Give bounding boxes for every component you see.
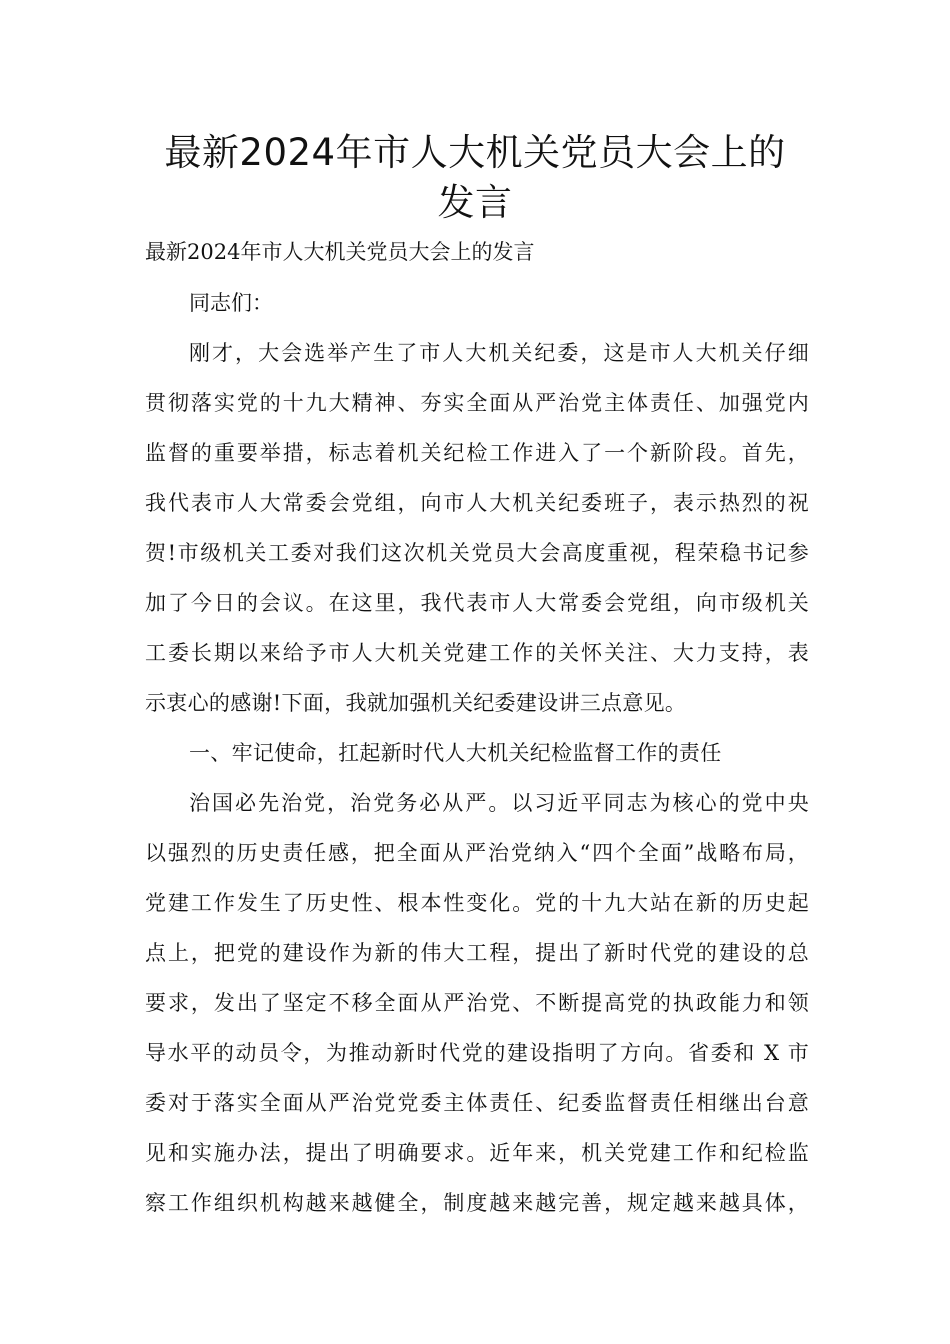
paragraph-line: 导水平的动员令，为推动新时代党的建设指明了方向。省委和 X 市 <box>145 1041 809 1065</box>
paragraph-2 <box>145 778 809 1228</box>
title-line-2: 发言 <box>437 181 513 224</box>
paragraph-line: 我代表市人大常委会党组，向市人大机关纪委班子，表示热烈的祝 <box>145 491 809 515</box>
paragraph-line: 监督的重要举措，标志着机关纪检工作进入了一个新阶段。首先， <box>145 441 809 465</box>
paragraph-line: 示衷心的感谢!下面，我就加强机关纪委建设讲三点意见。 <box>145 691 687 715</box>
document-subtitle: 最新2024年市人大机关党员大会上的发言 <box>145 240 535 264</box>
paragraph-line: 贺!市级机关工委对我们这次机关党员大会高度重视，程荣稳书记参 <box>145 541 809 565</box>
paragraph-line: 要求，发出了坚定不移全面从严治党、不断提高党的执政能力和领 <box>145 991 809 1015</box>
document-body <box>145 232 809 1228</box>
paragraph-1 <box>145 328 809 728</box>
section-heading-1: 一、牢记使命，扛起新时代人大机关纪检监督工作的责任 <box>189 741 722 765</box>
paragraph-line: 刚才，大会选举产生了市人大机关纪委，这是市人大机关仔细 <box>189 341 809 365</box>
paragraph-line: 党建工作发生了历史性、根本性变化。党的十九大站在新的历史起 <box>145 891 809 915</box>
paragraph-line: 工委长期以来给予市人大机关党建工作的关怀关注、大力支持，表 <box>145 641 809 665</box>
paragraph-line: 点上，把党的建设作为新的伟大工程，提出了新时代党的建设的总 <box>145 941 809 965</box>
title-line-1: 最新2024年市人大机关党员大会上的 <box>164 131 786 174</box>
paragraph-line: 察工作组织机构越来越健全，制度越来越完善，规定越来越具体， <box>145 1191 809 1215</box>
paragraph-line: 贯彻落实党的十九大精神、夯实全面从严治党主体责任、加强党内 <box>145 391 809 415</box>
paragraph-line: 加了今日的会议。在这里，我代表市人大常委会党组，向市级机关 <box>145 591 809 615</box>
greeting: 同志们： <box>189 291 273 315</box>
paragraph-line: 见和实施办法，提出了明确要求。近年来，机关党建工作和纪检监 <box>145 1141 809 1165</box>
document-title <box>120 128 830 228</box>
paragraph-line: 治国必先治党，治党务必从严。以习近平同志为核心的党中央 <box>189 791 809 815</box>
paragraph-line: 以强烈的历史责任感，把全面从严治党纳入“四个全面”战略布局， <box>145 841 809 865</box>
paragraph-line: 委对于落实全面从严治党党委主体责任、纪委监督责任相继出台意 <box>145 1091 809 1115</box>
